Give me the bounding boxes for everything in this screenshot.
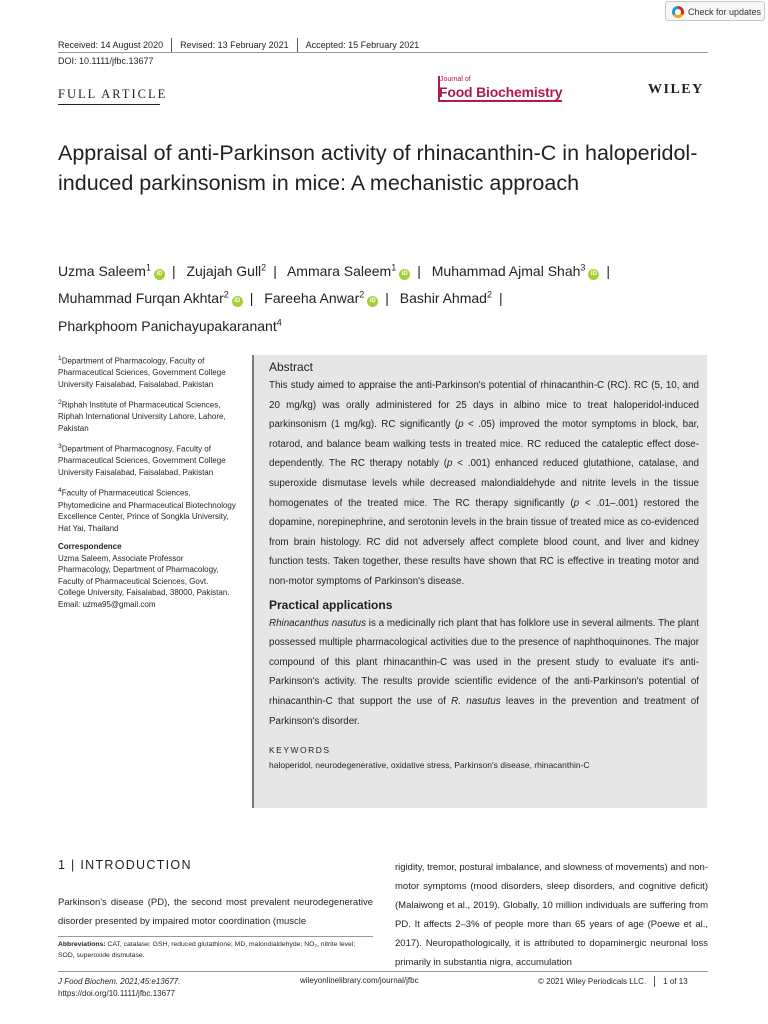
author-name[interactable]: Bashir Ahmad$^2$ — [399, 289, 492, 307]
journal-logo[interactable] — [438, 76, 564, 103]
author-name[interactable]: Uzma Saleem$^1$iD — [58, 263, 165, 279]
footer-copyright — [538, 976, 688, 987]
citation-text: J Food Biochem. 2021;45:e13677. — [58, 977, 181, 986]
author-name[interactable]: Ammara Saleem$^1$iD — [287, 263, 410, 279]
article-title: Appraisal of anti-Parkinson activity of rhinacanthin-C in haloperidol-induced parkinsonism in mice: A mechanistic approach — [58, 141, 698, 195]
author-name[interactable]: Fareeha Anwar$^2$iD — [264, 290, 378, 306]
divider — [297, 38, 298, 52]
practical-applications-text: Rhinacanthus nasutus is a medicinally rich plant that has folklore use in several ailments. The plant possessed multiple pharmacological activities due to the presence of naphthoquinones. The major compound of this plant rhinacanthin-C was used in the present study to evaluate it's anti-Parkinson's activity. The results provide scientific evidence of the anti-Parkinson's potential of rhinacanthin-C that support the use of R. nasutus leaves in the prevention and treatment of Parkinson's disorder. — [269, 617, 699, 727]
affiliation: $^3$Department of Pharmacognosy, Faculty of Pharmaceutical Sciences, Government College University Faisalabad, Faisalabad, Pakistan — [58, 443, 226, 477]
keywords-heading: KEYWORDS — [269, 745, 331, 756]
article-type-rule — [58, 104, 160, 105]
crossmark-icon — [672, 6, 684, 18]
check-for-updates-button[interactable] — [665, 1, 765, 21]
author-separator: | — [273, 262, 277, 279]
footer-citation — [58, 976, 180, 1000]
author-list — [58, 255, 718, 338]
divider — [171, 38, 172, 52]
article-type: FULL ARTICLE — [58, 87, 168, 101]
affiliation: $^1$Department of Pharmacology, Faculty of Pharmaceutical Sciences, Government College University Faisalabad, Faisalabad, Pakistan — [58, 355, 226, 389]
orcid-icon[interactable]: iD — [367, 296, 378, 307]
revised-date: Revised: 13 February 2021 — [180, 40, 289, 50]
journal-logo-small: Journal of — [440, 76, 471, 83]
author-separator: | — [417, 262, 421, 279]
author-name[interactable]: Pharkphoom Panichayupakaranant$^4$ — [58, 317, 282, 334]
divider — [654, 976, 655, 987]
author-name[interactable]: Zujajah Gull$^2$ — [186, 262, 267, 279]
section-heading-introduction: 1 | INTRODUCTION — [58, 858, 192, 872]
author-separator: | — [606, 262, 611, 279]
orcid-icon[interactable]: iD — [232, 296, 243, 307]
author-separator: | — [385, 290, 389, 307]
check-for-updates-label: Check for updates — [688, 7, 762, 17]
doi-link[interactable]: https://doi.org/10.1111/jfbc.13677 — [58, 989, 175, 998]
orcid-icon[interactable]: iD — [588, 269, 599, 280]
abstract-heading: Abstract — [269, 360, 314, 374]
affiliations — [58, 353, 236, 610]
journal-logo-name: Food Biochemistry — [439, 84, 563, 100]
journal-site-link[interactable]: wileyonlinelibrary.com/journal/jfbc — [300, 976, 419, 985]
page-number: 1 of 13 — [663, 977, 688, 986]
author-name[interactable]: Muhammad Furqan Akhtar$^2$iD — [58, 290, 243, 306]
copyright: © 2021 Wiley Periodicals LLC. — [538, 977, 647, 986]
orcid-icon[interactable]: iD — [399, 269, 410, 280]
author-separator: | — [498, 290, 503, 307]
introduction-text-right: rigidity, tremor, postural imbalance, and slowness of movements) and non-motor symptoms (mood disorders, sleep disorders, and cognitive deficit) (Malaiwong et al., 2019). Globally, 10 million individuals are suffering from PD. It affects 2–3% of people more than 65 years of age (Poewe et al., 2017). Neuropathologically, it is attributed to dopaminergic neuronal loss primarily in substantia nigra, accumulation — [395, 862, 708, 968]
author-name[interactable]: Muhammad Ajmal Shah$^3$iD — [432, 263, 600, 279]
introduction-text-left: Parkinson's disease (PD), the second most prevalent neurodegenerative disorder presented by impaired motor coordination (muscle — [58, 897, 373, 927]
affiliation: $^4$Faculty of Pharmaceutical Sciences, Phytomedicine and Pharmaceutical Biotechnology Excellence Center, Prince of Songkla University, Hat Yai, Thailand — [58, 487, 236, 533]
accepted-date: Accepted: 15 February 2021 — [305, 40, 420, 50]
correspondence-heading: Correspondence — [58, 542, 122, 552]
header-rule — [58, 52, 708, 53]
author-separator: | — [171, 262, 176, 279]
correspondence-text: Uzma Saleem, Associate Professor Pharmacology, Department of Pharmacology, Faculty of Pharmaceutical Sciences, Govt. College University, Faisalabad, 38000, Pakistan. Email: uzma95@gmail.com — [58, 553, 230, 609]
correspondence-email[interactable]: Email: uzma95@gmail.com — [58, 599, 156, 609]
author-separator: | — [249, 290, 254, 307]
publisher-logo[interactable]: WILEY — [648, 82, 704, 97]
received-date: Received: 14 August 2020 — [58, 40, 164, 50]
article-dates — [58, 38, 419, 52]
keywords-text: haloperidol, neurodegenerative, oxidative stress, Parkinson's disease, rhinacanthin-C — [269, 760, 590, 771]
affiliation: $^2$Riphah Institute of Pharmaceutical Sciences, Riphah International University Lahore, Lahore, Pakistan — [58, 399, 226, 433]
abstract-text: This study aimed to appraise the anti-Parkinson's potential of rhinacanthin-C (RC). RC (5, 10, and 20 mg/kg) was orally administered for 25 days in albino mice to treat haloperidol-induced parkinsonism (1 mg/kg). RC significantly (p < .05) improved the motor symptoms in block, bar, rotarod, and balance beam walking tests in treated mice. RC reduced the cataleptic effect dose-dependently. The RC therapy notably (p < .001) enhanced reduced glutathione, catalase, and superoxide dismutase levels while decreased malondialdehyde and nitrite levels in the tissue homogenates of the treated mice. The RC therapy significantly (p < .01–.001) restored the dopamine, norepinephrine, and serotonin levels in the brain tissue of treated mice as co-evidenced from brain histology. RC did not adversely affect complete blood count, and liver and kidney function tests. Taken together, these results have shown that RC is effective in treating motor and non-motor symptoms of Parkinson's disease. — [269, 380, 700, 587]
practical-applications-heading: Practical applications — [269, 597, 393, 612]
logo-underline — [438, 100, 562, 102]
abstract-box — [252, 355, 707, 808]
footnote-rule — [58, 936, 373, 937]
abbreviations-footnote: Abbreviations: CAT, catalase; GSH, reduced glutathione; MD, malondialdehyde; NO₂, nitrite level; SOD, superoxide dismutase. — [58, 941, 356, 959]
orcid-icon[interactable]: iD — [154, 269, 165, 280]
doi[interactable]: DOI: 10.1111/jfbc.13677 — [58, 56, 154, 66]
footer-rule — [58, 971, 708, 972]
